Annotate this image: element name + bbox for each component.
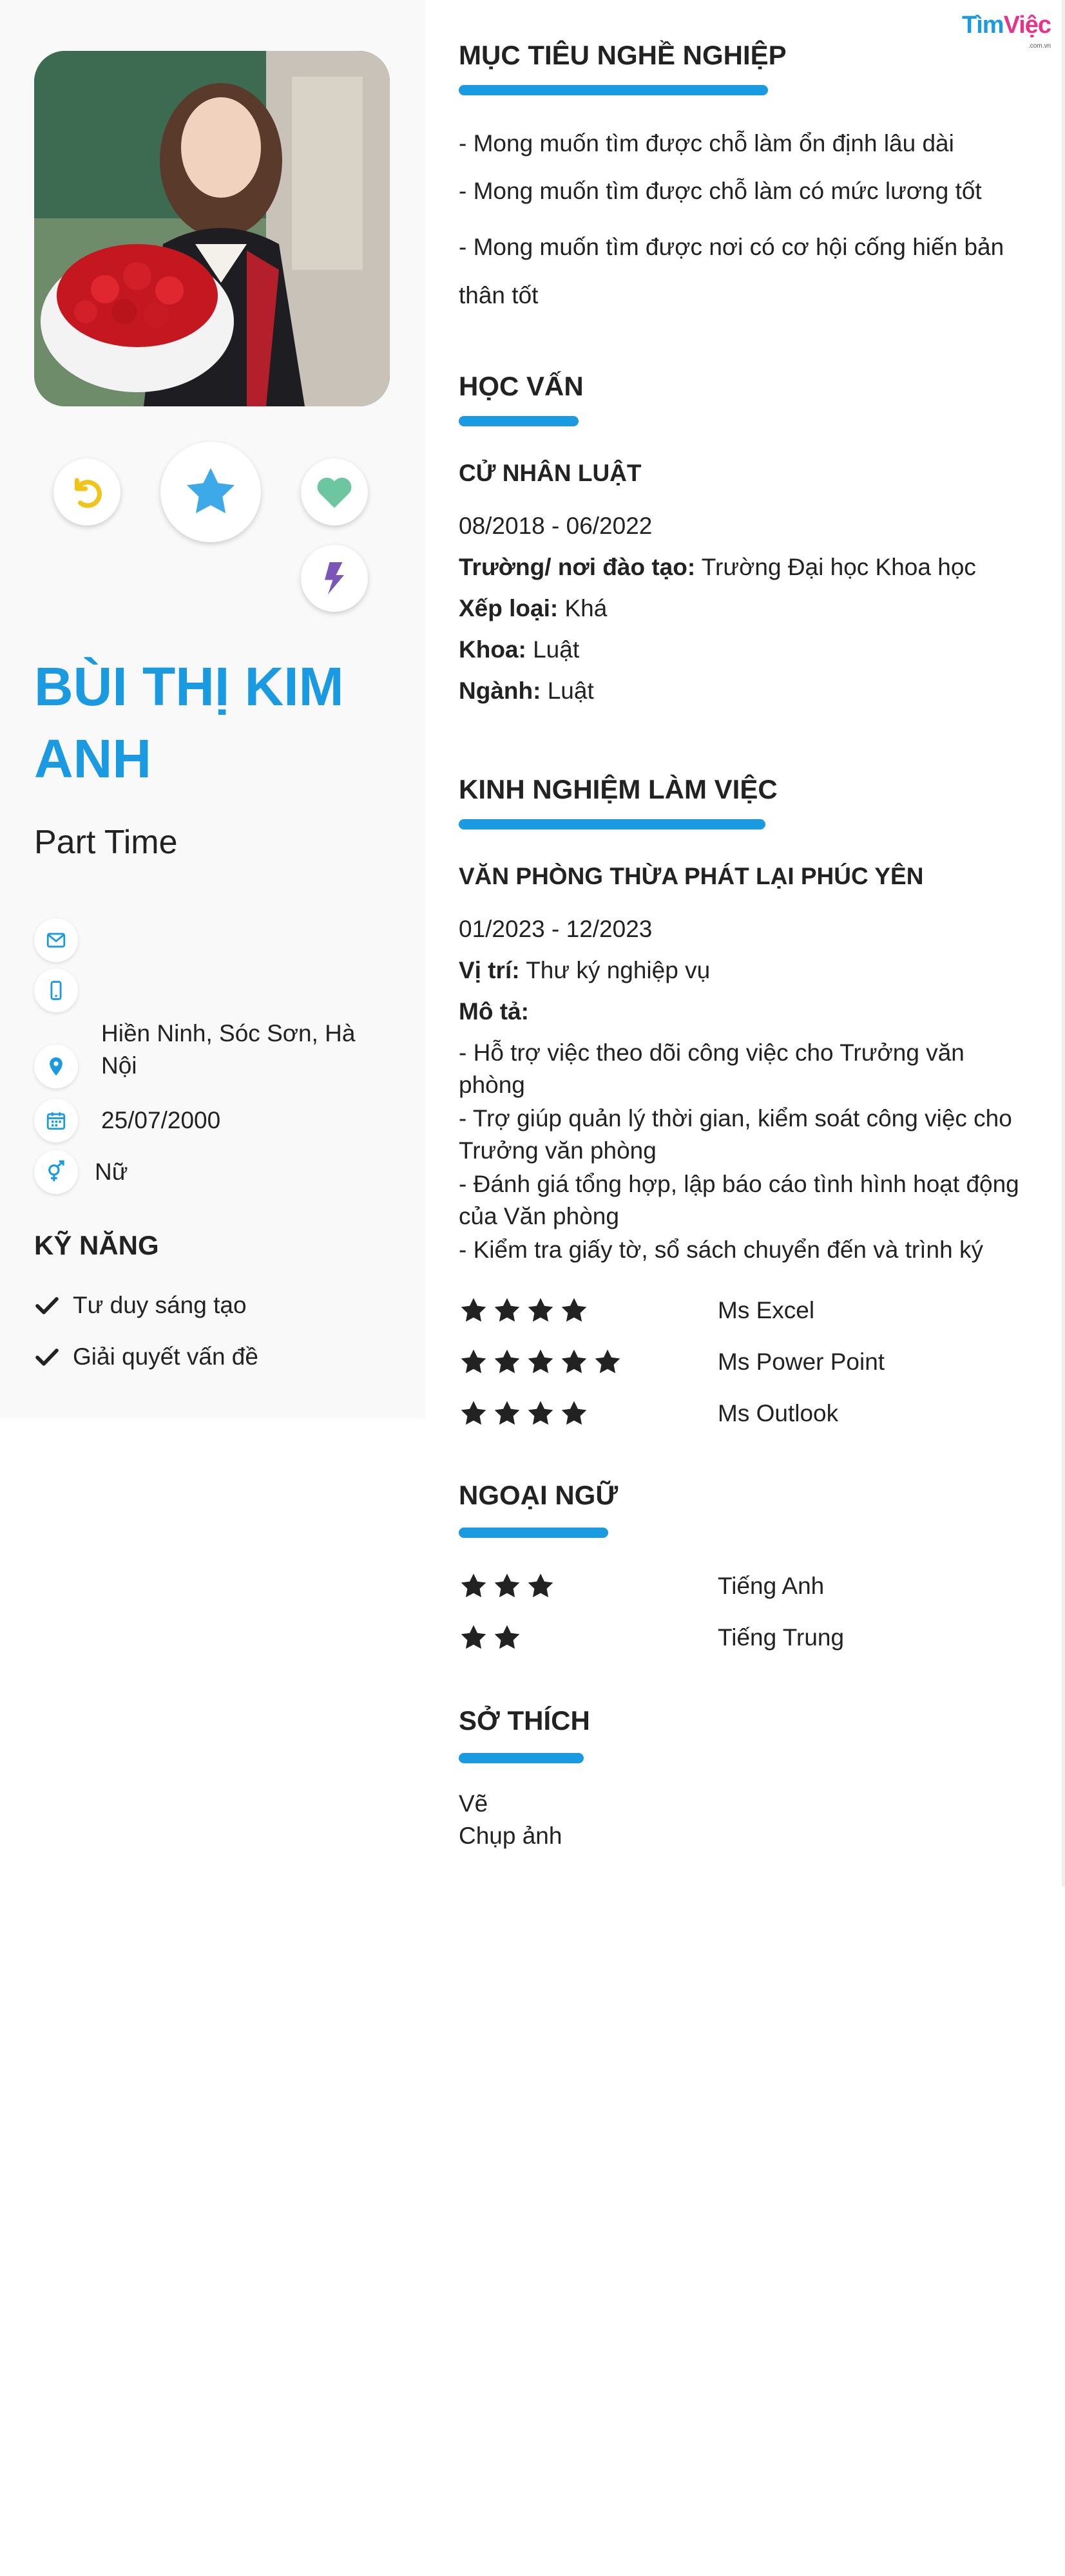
check-icon <box>34 1344 60 1370</box>
education-school: Trường/ nơi đào tạo: Trường Đại học Khoa học <box>459 554 976 580</box>
experience-desc-line: - Trợ giúp quản lý thời gian, kiểm soát công việc cho Trưởng văn phòng <box>459 1105 1012 1164</box>
heart-icon <box>313 471 356 513</box>
undo-icon <box>67 472 107 512</box>
hobby-item: Vẽ <box>459 1790 488 1817</box>
star-icon <box>182 464 239 520</box>
hobby-item: Chụp ảnh <box>459 1823 562 1849</box>
gender-text: Nữ <box>95 1159 128 1185</box>
star-icon <box>492 1571 522 1601</box>
star-icon <box>526 1399 555 1428</box>
star-icon <box>559 1399 589 1428</box>
language-rating: Tiếng Trung <box>459 1623 844 1653</box>
star-icon <box>492 1399 522 1428</box>
star-icon <box>559 1296 589 1325</box>
objective-title: MỤC TIÊU NGHỀ NGHIỆP <box>459 40 787 70</box>
gender-icon <box>34 1150 78 1194</box>
star-icon <box>459 1347 488 1377</box>
star-icon <box>459 1399 488 1428</box>
email-row <box>34 918 78 962</box>
experience-desc-label: Mô tả: <box>459 998 529 1025</box>
undo-button[interactable] <box>53 459 120 526</box>
skill-item: Giải quyết vấn đề <box>34 1343 258 1370</box>
software-rating: Ms Outlook <box>459 1399 838 1428</box>
languages-underline <box>459 1528 608 1538</box>
experience-desc-line: - Đánh giá tổng hợp, lập báo cáo tình hình hoạt động của Văn phòng <box>459 1171 1019 1229</box>
star-icon <box>459 1571 488 1601</box>
email-icon <box>34 918 78 962</box>
star-icon <box>492 1347 522 1377</box>
job-type: Part Time <box>34 824 178 861</box>
profile-photo <box>34 51 390 406</box>
objective-line: - Mong muốn tìm được nơi có cơ hội cống hiến bản thân tốt <box>459 234 1004 308</box>
address-row <box>34 1020 372 1088</box>
education-underline <box>459 416 579 426</box>
hobbies-underline <box>459 1753 584 1763</box>
star-button[interactable] <box>160 442 261 542</box>
objective-underline <box>459 85 768 95</box>
objective-line: - Mong muốn tìm được chỗ làm ổn định lâu dài <box>459 130 954 156</box>
education-major: Ngành: Luật <box>459 677 594 704</box>
experience-company: VĂN PHÒNG THỪA PHÁT LẠI PHÚC YÊN <box>459 863 924 889</box>
languages-title: NGOẠI NGỮ <box>459 1480 619 1510</box>
experience-period: 01/2023 - 12/2023 <box>459 916 653 942</box>
lightning-icon <box>315 559 354 598</box>
address-text: Hiền Ninh, Sóc Sơn, Hà Nội <box>101 1020 356 1079</box>
boost-button[interactable] <box>301 545 368 612</box>
star-icon <box>526 1571 555 1601</box>
star-icon <box>492 1623 522 1653</box>
gender-row <box>34 1150 365 1194</box>
education-title: HỌC VẤN <box>459 371 584 401</box>
skills-heading: KỸ NĂNG <box>34 1230 159 1260</box>
star-rating <box>459 1347 718 1377</box>
calendar-icon <box>34 1099 78 1142</box>
hobbies-title: SỞ THÍCH <box>459 1705 590 1736</box>
like-button[interactable] <box>301 459 368 526</box>
experience-position: Vị trí: Thư ký nghiệp vụ <box>459 957 711 983</box>
star-icon <box>526 1296 555 1325</box>
objective-line: - Mong muốn tìm được chỗ làm có mức lương tốt <box>459 178 982 204</box>
language-rating: Tiếng Anh <box>459 1571 824 1601</box>
education-faculty: Khoa: Luật <box>459 636 580 663</box>
star-rating <box>459 1571 718 1601</box>
education-period: 08/2018 - 06/2022 <box>459 513 653 539</box>
star-rating <box>459 1399 718 1428</box>
star-icon <box>459 1623 488 1653</box>
phone-row <box>34 969 78 1012</box>
software-rating: Ms Power Point <box>459 1347 885 1377</box>
candidate-name: BÙI THỊ KIM ANH <box>34 656 344 789</box>
star-rating <box>459 1623 718 1653</box>
star-icon <box>459 1296 488 1325</box>
education-degree: CỬ NHÂN LUẬT <box>459 460 642 486</box>
page-edge <box>1062 0 1065 1887</box>
education-rank: Xếp loại: Khá <box>459 595 608 621</box>
birthday-text: 25/07/2000 <box>101 1107 221 1133</box>
skill-item: Tư duy sáng tạo <box>34 1292 247 1319</box>
check-icon <box>34 1293 60 1318</box>
experience-title: KINH NGHIỆM LÀM VIỆC <box>459 774 778 804</box>
experience-desc-line: - Hỗ trợ việc theo dõi công việc cho Trưởng văn phòng <box>459 1039 964 1098</box>
star-icon <box>526 1347 555 1377</box>
experience-underline <box>459 819 765 829</box>
birthday-row <box>34 1099 372 1142</box>
star-icon <box>492 1296 522 1325</box>
phone-icon <box>34 969 78 1012</box>
software-rating: Ms Excel <box>459 1296 814 1325</box>
location-icon <box>34 1045 78 1088</box>
star-icon <box>593 1347 622 1377</box>
star-rating <box>459 1296 718 1325</box>
star-icon <box>559 1347 589 1377</box>
experience-desc-line: - Kiểm tra giấy tờ, sổ sách chuyển đến và trình ký <box>459 1236 983 1263</box>
timviec-logo[interactable]: TìmViệc .com.vn <box>962 12 1051 50</box>
